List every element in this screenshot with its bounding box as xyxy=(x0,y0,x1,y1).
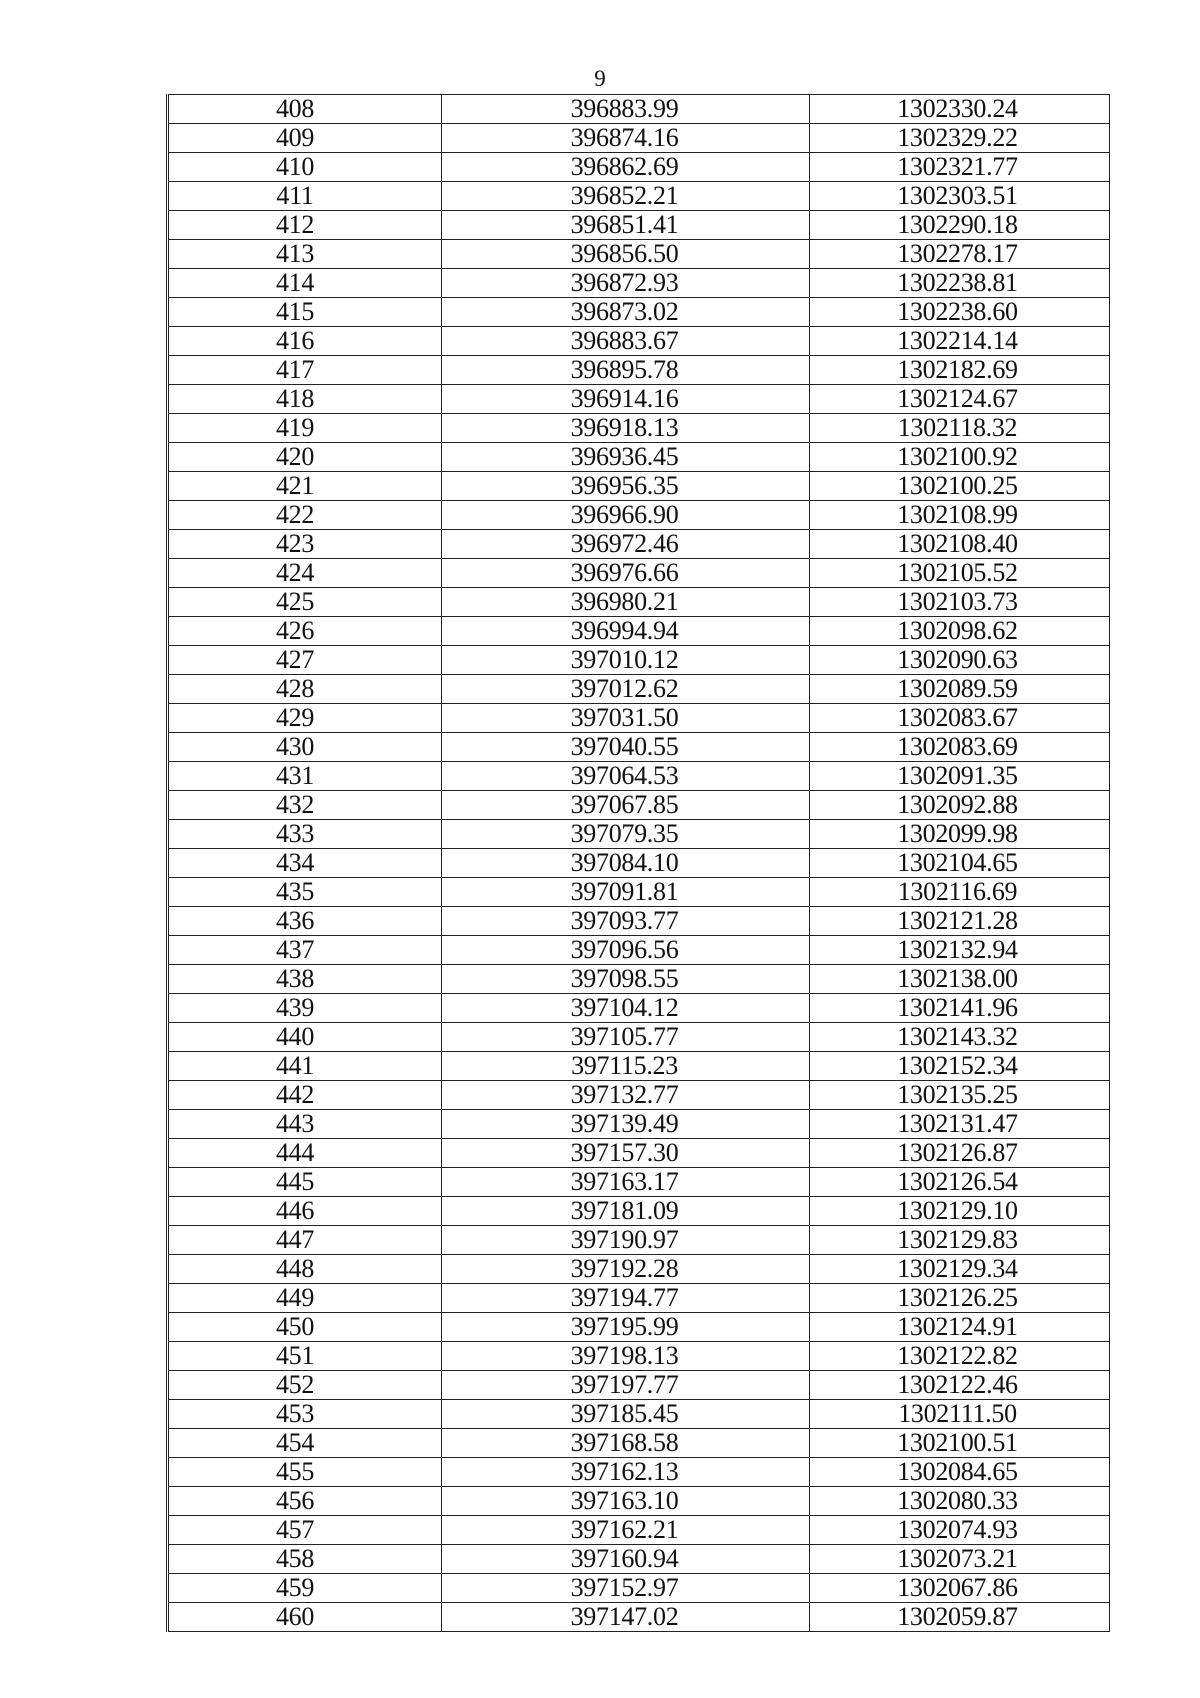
y-coordinate-cell: 1302108.40 xyxy=(810,530,1110,559)
x-coordinate-cell: 397064.53 xyxy=(442,762,810,791)
y-coordinate-cell: 1302124.67 xyxy=(810,385,1110,414)
point-number-cell: 444 xyxy=(168,1139,442,1168)
table-row xyxy=(168,211,1110,240)
table-row xyxy=(168,153,1110,182)
table-row xyxy=(168,1023,1110,1052)
x-coordinate-cell: 397162.21 xyxy=(442,1516,810,1545)
table-row xyxy=(168,994,1110,1023)
table-row xyxy=(168,1487,1110,1516)
page-number: 9 xyxy=(594,66,606,91)
point-number-cell: 446 xyxy=(168,1197,442,1226)
y-coordinate-cell: 1302098.62 xyxy=(810,617,1110,646)
y-coordinate-cell: 1302321.77 xyxy=(810,153,1110,182)
y-coordinate-cell: 1302100.92 xyxy=(810,443,1110,472)
point-number-cell: 449 xyxy=(168,1284,442,1313)
x-coordinate-cell: 396862.69 xyxy=(442,153,810,182)
point-number-cell: 409 xyxy=(168,124,442,153)
table-row xyxy=(168,1371,1110,1400)
x-coordinate-cell: 397093.77 xyxy=(442,907,810,936)
table-row xyxy=(168,1110,1110,1139)
point-number-cell: 411 xyxy=(168,182,442,211)
point-number-cell: 433 xyxy=(168,820,442,849)
x-coordinate-cell: 396980.21 xyxy=(442,588,810,617)
table-row xyxy=(168,1139,1110,1168)
point-number-cell: 451 xyxy=(168,1342,442,1371)
y-coordinate-cell: 1302126.87 xyxy=(810,1139,1110,1168)
y-coordinate-cell: 1302152.34 xyxy=(810,1052,1110,1081)
x-coordinate-cell: 396852.21 xyxy=(442,182,810,211)
x-coordinate-cell: 397104.12 xyxy=(442,994,810,1023)
table-row xyxy=(168,356,1110,385)
point-number-cell: 436 xyxy=(168,907,442,936)
point-number-cell: 431 xyxy=(168,762,442,791)
y-coordinate-cell: 1302138.00 xyxy=(810,965,1110,994)
x-coordinate-cell: 397163.10 xyxy=(442,1487,810,1516)
table-row xyxy=(168,182,1110,211)
y-coordinate-cell: 1302067.86 xyxy=(810,1574,1110,1603)
y-coordinate-cell: 1302111.50 xyxy=(810,1400,1110,1429)
point-number-cell: 432 xyxy=(168,791,442,820)
y-coordinate-cell: 1302108.99 xyxy=(810,501,1110,530)
point-number-cell: 426 xyxy=(168,617,442,646)
table-row xyxy=(168,762,1110,791)
y-coordinate-cell: 1302122.82 xyxy=(810,1342,1110,1371)
y-coordinate-cell: 1302303.51 xyxy=(810,182,1110,211)
table-row xyxy=(168,1545,1110,1574)
point-number-cell: 437 xyxy=(168,936,442,965)
table-row xyxy=(168,849,1110,878)
x-coordinate-cell: 397098.55 xyxy=(442,965,810,994)
x-coordinate-cell: 397139.49 xyxy=(442,1110,810,1139)
table-row xyxy=(168,733,1110,762)
point-number-cell: 458 xyxy=(168,1545,442,1574)
y-coordinate-cell: 1302135.25 xyxy=(810,1081,1110,1110)
y-coordinate-cell: 1302238.60 xyxy=(810,298,1110,327)
table-row xyxy=(168,1226,1110,1255)
table-row xyxy=(168,791,1110,820)
point-number-cell: 423 xyxy=(168,530,442,559)
table-row xyxy=(168,1255,1110,1284)
x-coordinate-cell: 397168.58 xyxy=(442,1429,810,1458)
x-coordinate-cell: 396895.78 xyxy=(442,356,810,385)
y-coordinate-cell: 1302104.65 xyxy=(810,849,1110,878)
table-row xyxy=(168,327,1110,356)
x-coordinate-cell: 396976.66 xyxy=(442,559,810,588)
table-row xyxy=(168,617,1110,646)
table-row xyxy=(168,1400,1110,1429)
table-row xyxy=(168,1342,1110,1371)
table-row xyxy=(168,472,1110,501)
point-number-cell: 410 xyxy=(168,153,442,182)
point-number-cell: 413 xyxy=(168,240,442,269)
point-number-cell: 445 xyxy=(168,1168,442,1197)
x-coordinate-cell: 396883.67 xyxy=(442,327,810,356)
y-coordinate-cell: 1302129.34 xyxy=(810,1255,1110,1284)
x-coordinate-cell: 397147.02 xyxy=(442,1603,810,1632)
table-row xyxy=(168,675,1110,704)
table-row xyxy=(168,501,1110,530)
x-coordinate-cell: 397115.23 xyxy=(442,1052,810,1081)
x-coordinate-cell: 396956.35 xyxy=(442,472,810,501)
table-row xyxy=(168,95,1110,124)
table-row xyxy=(168,820,1110,849)
point-number-cell: 440 xyxy=(168,1023,442,1052)
table-row xyxy=(168,646,1110,675)
x-coordinate-cell: 397010.12 xyxy=(442,646,810,675)
x-coordinate-cell: 397195.99 xyxy=(442,1313,810,1342)
y-coordinate-cell: 1302278.17 xyxy=(810,240,1110,269)
x-coordinate-cell: 397132.77 xyxy=(442,1081,810,1110)
x-coordinate-cell: 397079.35 xyxy=(442,820,810,849)
point-number-cell: 439 xyxy=(168,994,442,1023)
x-coordinate-cell: 396966.90 xyxy=(442,501,810,530)
x-coordinate-cell: 396936.45 xyxy=(442,443,810,472)
point-number-cell: 408 xyxy=(168,95,442,124)
point-number-cell: 447 xyxy=(168,1226,442,1255)
point-number-cell: 452 xyxy=(168,1371,442,1400)
x-coordinate-cell: 396918.13 xyxy=(442,414,810,443)
x-coordinate-cell: 397197.77 xyxy=(442,1371,810,1400)
table-row xyxy=(168,1429,1110,1458)
point-number-cell: 457 xyxy=(168,1516,442,1545)
x-coordinate-cell: 396851.41 xyxy=(442,211,810,240)
x-coordinate-cell: 397067.85 xyxy=(442,791,810,820)
point-number-cell: 455 xyxy=(168,1458,442,1487)
table-row xyxy=(168,1574,1110,1603)
point-number-cell: 418 xyxy=(168,385,442,414)
x-coordinate-cell: 397031.50 xyxy=(442,704,810,733)
y-coordinate-cell: 1302132.94 xyxy=(810,936,1110,965)
table-row xyxy=(168,269,1110,298)
point-number-cell: 448 xyxy=(168,1255,442,1284)
table-row xyxy=(168,1197,1110,1226)
y-coordinate-cell: 1302214.14 xyxy=(810,327,1110,356)
point-number-cell: 460 xyxy=(168,1603,442,1632)
table-row xyxy=(168,1458,1110,1487)
point-number-cell: 434 xyxy=(168,849,442,878)
point-number-cell: 430 xyxy=(168,733,442,762)
y-coordinate-cell: 1302099.98 xyxy=(810,820,1110,849)
x-coordinate-cell: 396874.16 xyxy=(442,124,810,153)
point-number-cell: 443 xyxy=(168,1110,442,1139)
y-coordinate-cell: 1302131.47 xyxy=(810,1110,1110,1139)
x-coordinate-cell: 396994.94 xyxy=(442,617,810,646)
x-coordinate-cell: 396873.02 xyxy=(442,298,810,327)
point-number-cell: 412 xyxy=(168,211,442,240)
point-number-cell: 417 xyxy=(168,356,442,385)
x-coordinate-cell: 396856.50 xyxy=(442,240,810,269)
point-number-cell: 456 xyxy=(168,1487,442,1516)
coordinates-table-body xyxy=(168,95,1110,1632)
y-coordinate-cell: 1302074.93 xyxy=(810,1516,1110,1545)
y-coordinate-cell: 1302073.21 xyxy=(810,1545,1110,1574)
point-number-cell: 421 xyxy=(168,472,442,501)
y-coordinate-cell: 1302126.54 xyxy=(810,1168,1110,1197)
x-coordinate-cell: 397084.10 xyxy=(442,849,810,878)
table-row xyxy=(168,965,1110,994)
point-number-cell: 438 xyxy=(168,965,442,994)
x-coordinate-cell: 397181.09 xyxy=(442,1197,810,1226)
y-coordinate-cell: 1302129.83 xyxy=(810,1226,1110,1255)
x-coordinate-cell: 397198.13 xyxy=(442,1342,810,1371)
table-row xyxy=(168,1516,1110,1545)
y-coordinate-cell: 1302290.18 xyxy=(810,211,1110,240)
point-number-cell: 416 xyxy=(168,327,442,356)
x-coordinate-cell: 397185.45 xyxy=(442,1400,810,1429)
x-coordinate-cell: 397040.55 xyxy=(442,733,810,762)
table-row xyxy=(168,1052,1110,1081)
point-number-cell: 424 xyxy=(168,559,442,588)
table-row xyxy=(168,1081,1110,1110)
y-coordinate-cell: 1302121.28 xyxy=(810,907,1110,936)
table-row xyxy=(168,240,1110,269)
point-number-cell: 459 xyxy=(168,1574,442,1603)
x-coordinate-cell: 397160.94 xyxy=(442,1545,810,1574)
table-row xyxy=(168,1168,1110,1197)
point-number-cell: 425 xyxy=(168,588,442,617)
point-number-cell: 420 xyxy=(168,443,442,472)
x-coordinate-cell: 397157.30 xyxy=(442,1139,810,1168)
point-number-cell: 450 xyxy=(168,1313,442,1342)
y-coordinate-cell: 1302080.33 xyxy=(810,1487,1110,1516)
point-number-cell: 454 xyxy=(168,1429,442,1458)
table-row xyxy=(168,530,1110,559)
y-coordinate-cell: 1302129.10 xyxy=(810,1197,1110,1226)
x-coordinate-cell: 396883.99 xyxy=(442,95,810,124)
point-number-cell: 442 xyxy=(168,1081,442,1110)
y-coordinate-cell: 1302116.69 xyxy=(810,878,1110,907)
y-coordinate-cell: 1302330.24 xyxy=(810,95,1110,124)
point-number-cell: 422 xyxy=(168,501,442,530)
x-coordinate-cell: 396972.46 xyxy=(442,530,810,559)
table-row xyxy=(168,878,1110,907)
x-coordinate-cell: 397091.81 xyxy=(442,878,810,907)
point-number-cell: 429 xyxy=(168,704,442,733)
table-row xyxy=(168,298,1110,327)
x-coordinate-cell: 397162.13 xyxy=(442,1458,810,1487)
table-row xyxy=(168,124,1110,153)
y-coordinate-cell: 1302089.59 xyxy=(810,675,1110,704)
y-coordinate-cell: 1302141.96 xyxy=(810,994,1110,1023)
point-number-cell: 428 xyxy=(168,675,442,704)
y-coordinate-cell: 1302143.32 xyxy=(810,1023,1110,1052)
x-coordinate-cell: 397105.77 xyxy=(442,1023,810,1052)
x-coordinate-cell: 397152.97 xyxy=(442,1574,810,1603)
y-coordinate-cell: 1302100.25 xyxy=(810,472,1110,501)
point-number-cell: 435 xyxy=(168,878,442,907)
y-coordinate-cell: 1302122.46 xyxy=(810,1371,1110,1400)
x-coordinate-cell: 397163.17 xyxy=(442,1168,810,1197)
table-row xyxy=(168,704,1110,733)
x-coordinate-cell: 396914.16 xyxy=(442,385,810,414)
y-coordinate-cell: 1302084.65 xyxy=(810,1458,1110,1487)
table-row xyxy=(168,588,1110,617)
y-coordinate-cell: 1302092.88 xyxy=(810,791,1110,820)
table-row xyxy=(168,414,1110,443)
coordinates-table xyxy=(166,94,1110,1632)
point-number-cell: 441 xyxy=(168,1052,442,1081)
y-coordinate-cell: 1302100.51 xyxy=(810,1429,1110,1458)
x-coordinate-cell: 397012.62 xyxy=(442,675,810,704)
y-coordinate-cell: 1302083.67 xyxy=(810,704,1110,733)
x-coordinate-cell: 397194.77 xyxy=(442,1284,810,1313)
y-coordinate-cell: 1302103.73 xyxy=(810,588,1110,617)
x-coordinate-cell: 397190.97 xyxy=(442,1226,810,1255)
table-row xyxy=(168,559,1110,588)
y-coordinate-cell: 1302329.22 xyxy=(810,124,1110,153)
x-coordinate-cell: 397192.28 xyxy=(442,1255,810,1284)
y-coordinate-cell: 1302059.87 xyxy=(810,1603,1110,1632)
table-row xyxy=(168,1313,1110,1342)
y-coordinate-cell: 1302126.25 xyxy=(810,1284,1110,1313)
table-row xyxy=(168,1603,1110,1632)
table-row xyxy=(168,443,1110,472)
y-coordinate-cell: 1302091.35 xyxy=(810,762,1110,791)
y-coordinate-cell: 1302090.63 xyxy=(810,646,1110,675)
point-number-cell: 427 xyxy=(168,646,442,675)
x-coordinate-cell: 397096.56 xyxy=(442,936,810,965)
y-coordinate-cell: 1302083.69 xyxy=(810,733,1110,762)
table-row xyxy=(168,385,1110,414)
y-coordinate-cell: 1302118.32 xyxy=(810,414,1110,443)
table-row xyxy=(168,907,1110,936)
y-coordinate-cell: 1302238.81 xyxy=(810,269,1110,298)
table-row xyxy=(168,936,1110,965)
point-number-cell: 453 xyxy=(168,1400,442,1429)
table-row xyxy=(168,1284,1110,1313)
x-coordinate-cell: 396872.93 xyxy=(442,269,810,298)
y-coordinate-cell: 1302182.69 xyxy=(810,356,1110,385)
y-coordinate-cell: 1302105.52 xyxy=(810,559,1110,588)
point-number-cell: 415 xyxy=(168,298,442,327)
y-coordinate-cell: 1302124.91 xyxy=(810,1313,1110,1342)
point-number-cell: 414 xyxy=(168,269,442,298)
point-number-cell: 419 xyxy=(168,414,442,443)
